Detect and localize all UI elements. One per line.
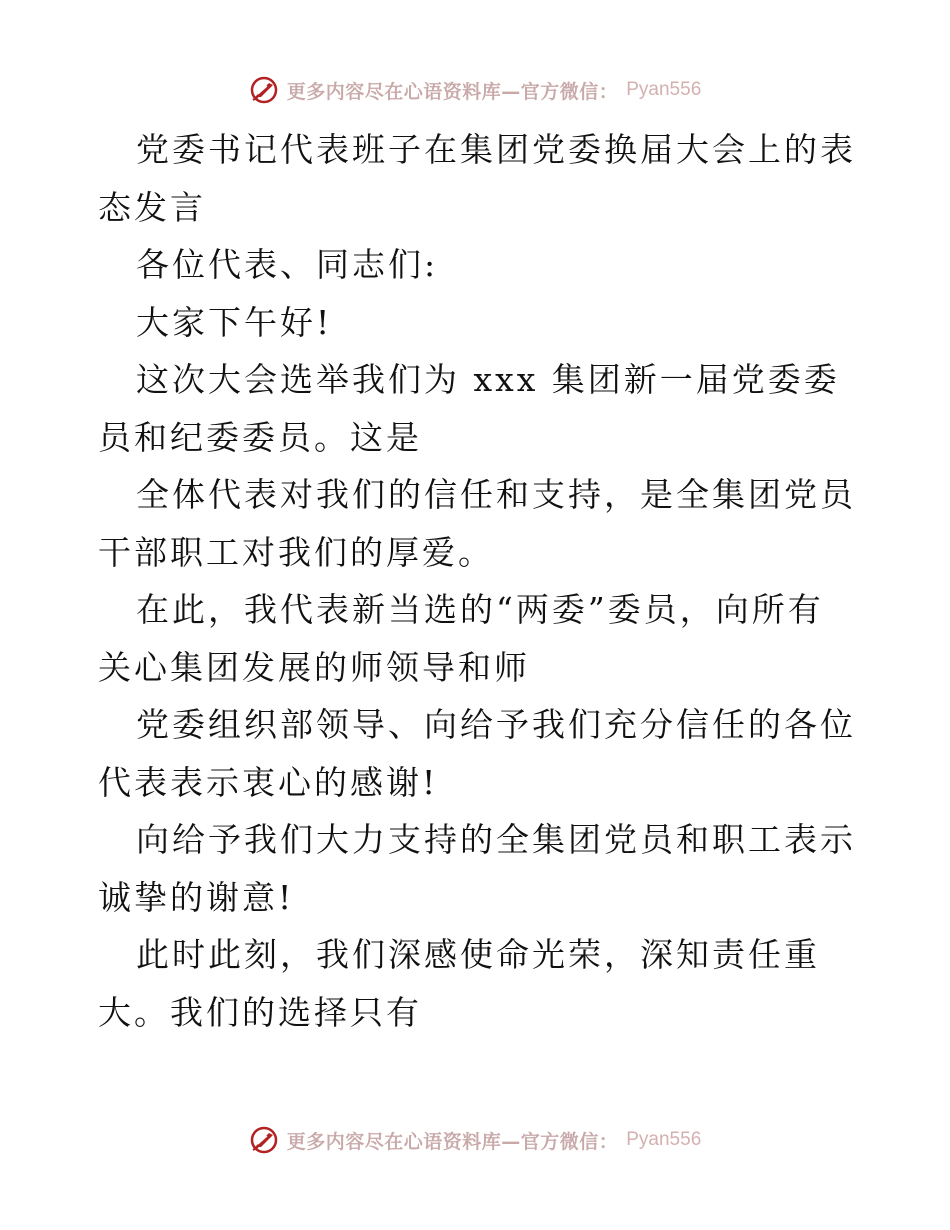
paragraph: 向给予我们大力支持的全集团党员和职工表示诚挚的谢意! — [98, 820, 856, 917]
salutation: 各位代表、同志们: — [136, 245, 439, 284]
watermark-account: Pyan556 — [626, 1129, 702, 1150]
pen-feather-icon — [249, 1125, 279, 1155]
footer-watermark — [0, 1122, 950, 1158]
watermark-text: 更多内容尽在心语资料库—官方微信： — [286, 1130, 619, 1153]
paragraph: 全体代表对我们的信任和支持，是全集团党员干部职工对我们的厚爱。 — [98, 475, 856, 572]
document-body — [98, 121, 858, 1041]
pen-feather-icon — [249, 75, 279, 105]
document-title: 党委书记代表班子在集团党委换届大会上的表态发言 — [98, 130, 856, 227]
paragraph: 这次大会选举我们为 xxx 集团新一届党委委员和纪委委员。这是 — [98, 360, 840, 457]
watermark-account: Pyan556 — [626, 79, 702, 100]
paragraph: 在此，我代表新当选的“两委”委员，向所有关心集团发展的师领导和师 — [98, 590, 824, 687]
watermark-text: 更多内容尽在心语资料库—官方微信： — [286, 80, 619, 103]
header-watermark — [0, 72, 950, 108]
greeting: 大家下午好! — [136, 302, 333, 342]
paragraph: 党委组织部领导、向给予我们充分信任的各位代表表示衷心的感谢! — [98, 705, 856, 802]
paragraph: 此时此刻，我们深感使命光荣，深知责任重大。我们的选择只有 — [98, 935, 820, 1032]
